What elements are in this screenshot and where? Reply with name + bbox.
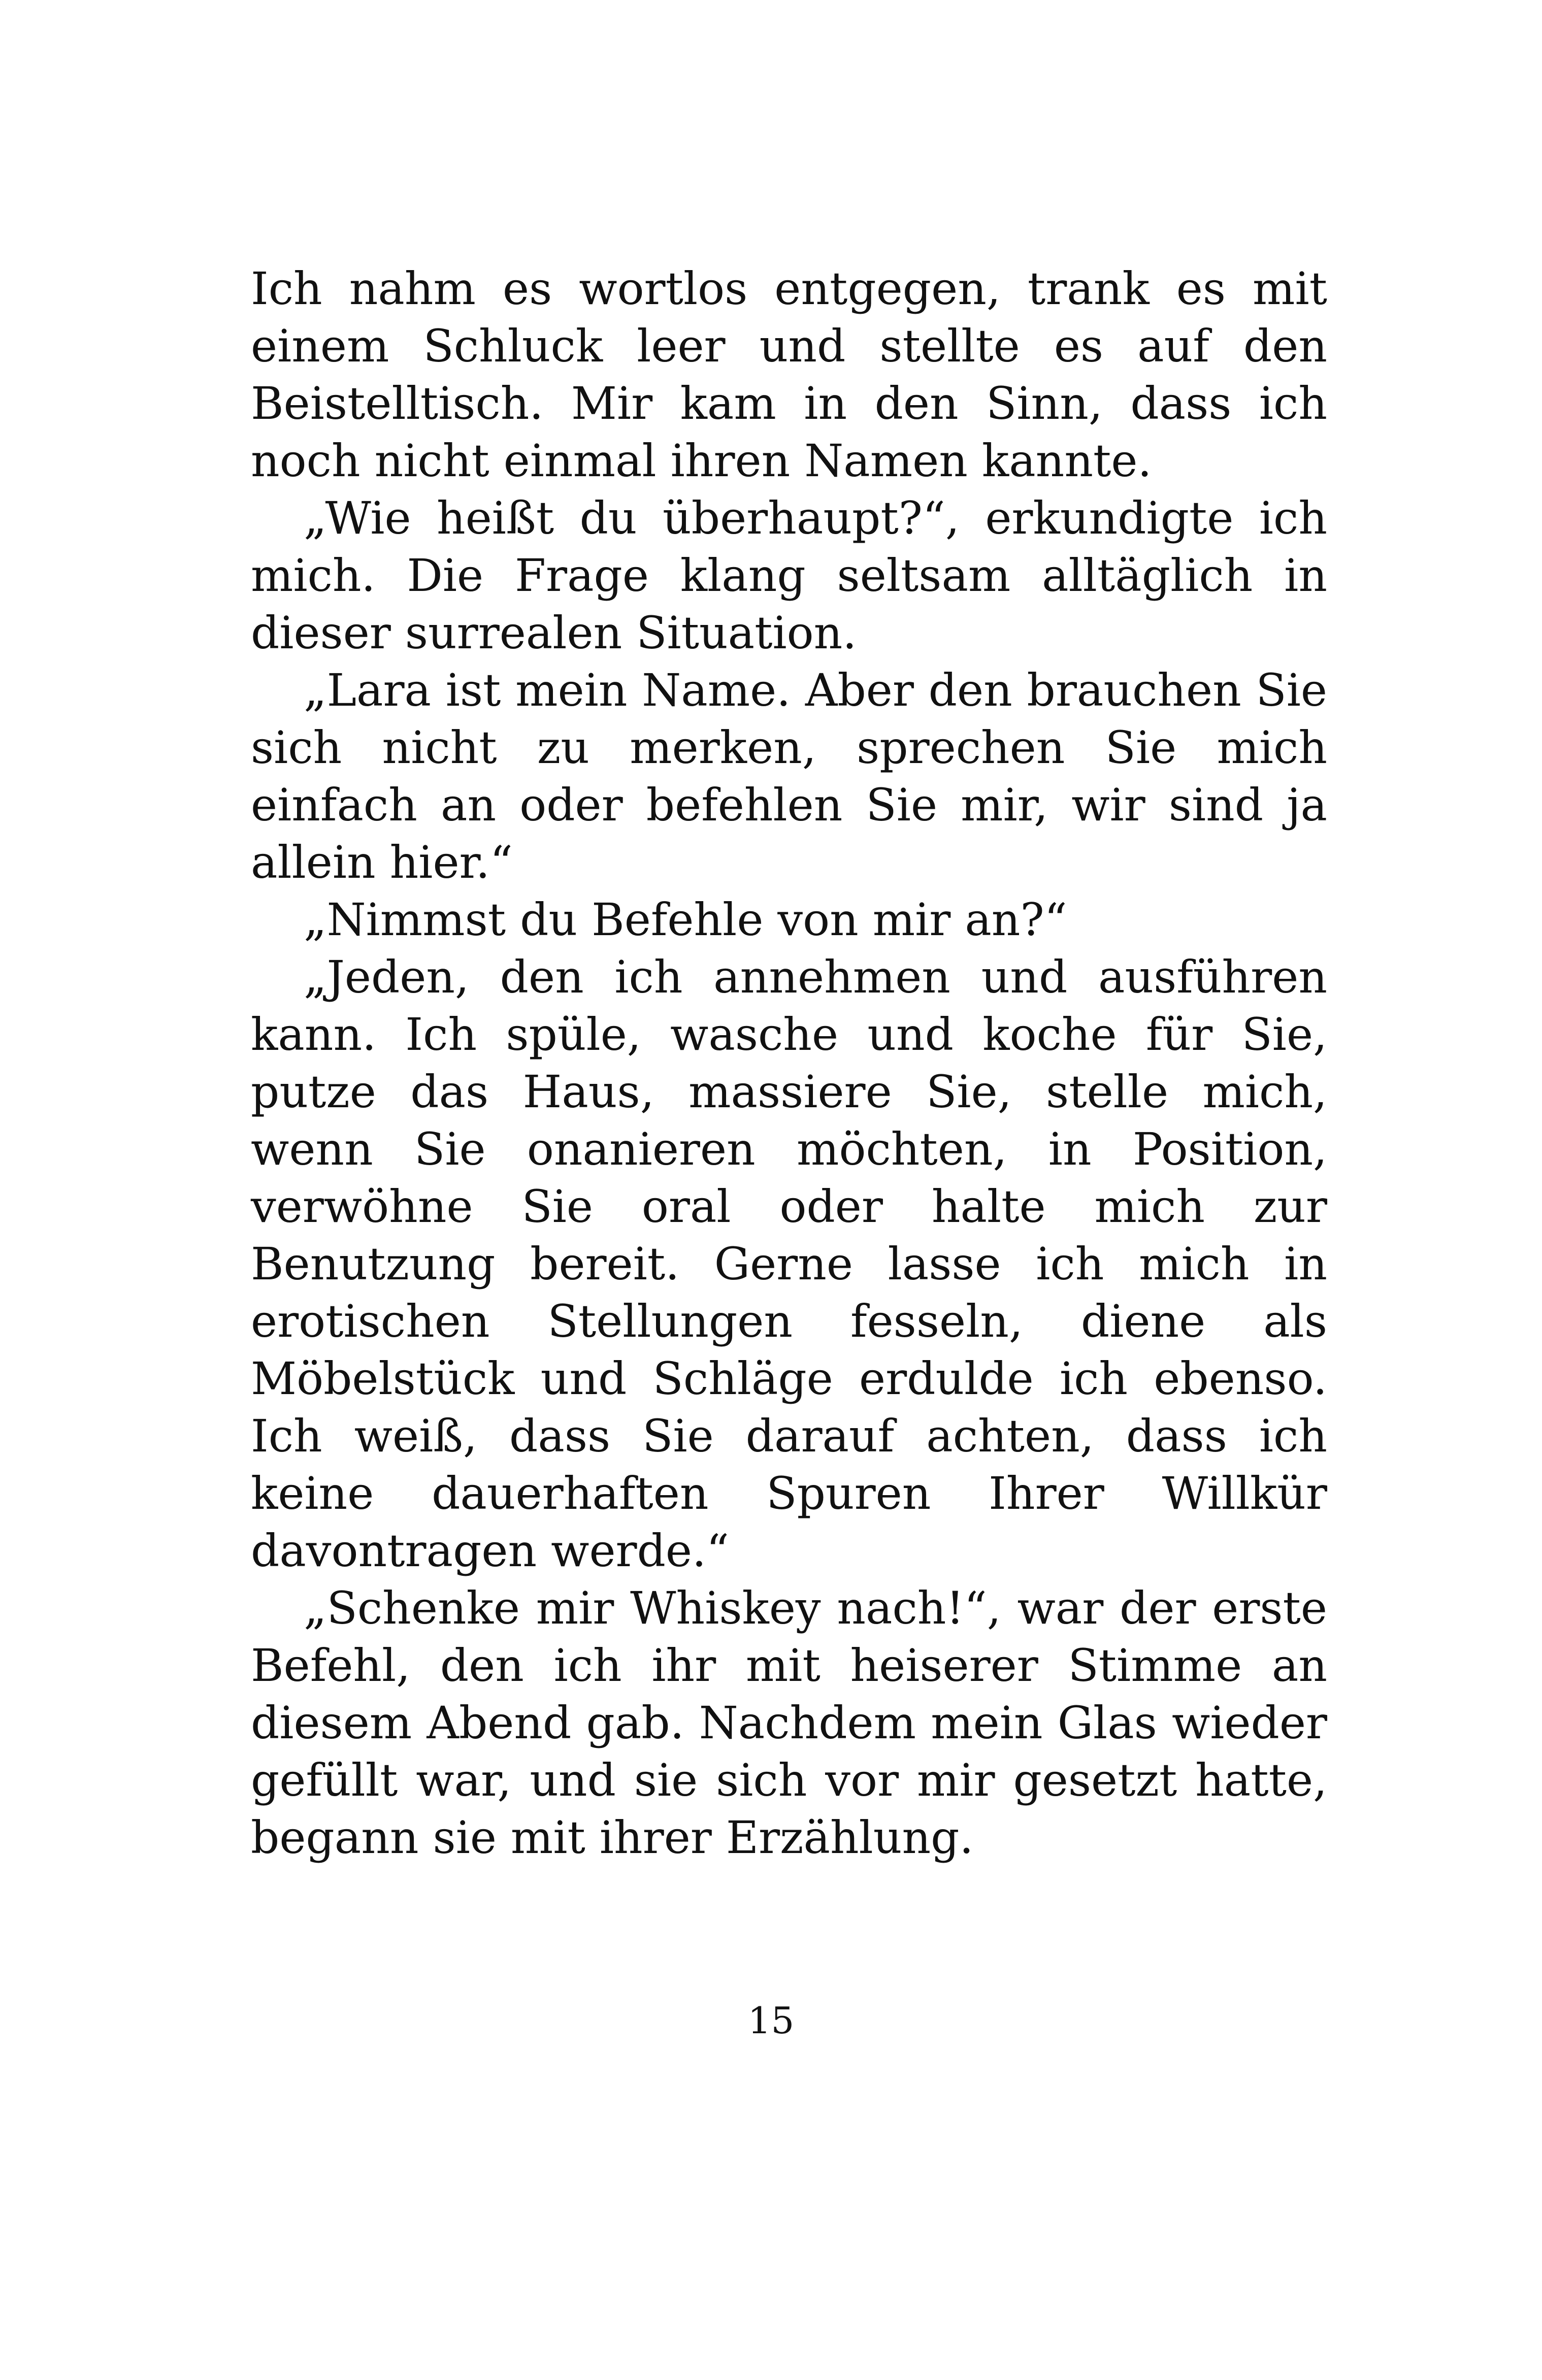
paragraph: Ich nahm es wortlos entgegen, trank es mit einem Schluck leer und stellte es auf den Beistelltisch. Mir kam in den Sinn, dass ich noch nicht einmal ihren Namen kannte. <box>251 262 1327 487</box>
paragraph: „Lara ist mein Name. Aber den brauchen Sie sich nicht zu merken, sprechen Sie mich einfach an oder befehlen Sie mir, wir sind ja allein hier.“ <box>251 664 1327 888</box>
paragraph: „Nimmst du Befehle von mir an?“ <box>304 894 1067 946</box>
paragraph: „Wie heißt du überhaupt?“, erkundigte ich mich. Die Frage klang seltsam alltäglich in dieser surrealen Situation. <box>251 492 1327 659</box>
page-number: 15 <box>747 1999 795 2042</box>
paragraph: „Jeden, den ich annehmen und ausführen kann. Ich spüle, wasche und koche für Sie, putze das Haus, massiere Sie, stelle mich, wenn Sie onanieren möchten, in Position, verwöhne Sie oral oder halte mich zur Benutzung bereit. Gerne lasse ich mich in erotischen Stellungen fesseln, diene als Möbelstück und Schläge erdulde ich ebenso. Ich weiß, dass Sie darauf achten, dass ich keine dauerhaften Spuren Ihrer Willkür davontragen werde.“ <box>251 951 1327 1577</box>
body-text <box>251 260 1327 1866</box>
paragraph: „Schenke mir Whiskey nach!“, war der erste Befehl, den ich ihr mit heiserer Stimme an diesem Abend gab. Nachdem mein Glas wieder gefüllt war, und sie sich vor mir gesetzt hatte, begann sie mit ihrer Erzählung. <box>251 1582 1327 1864</box>
